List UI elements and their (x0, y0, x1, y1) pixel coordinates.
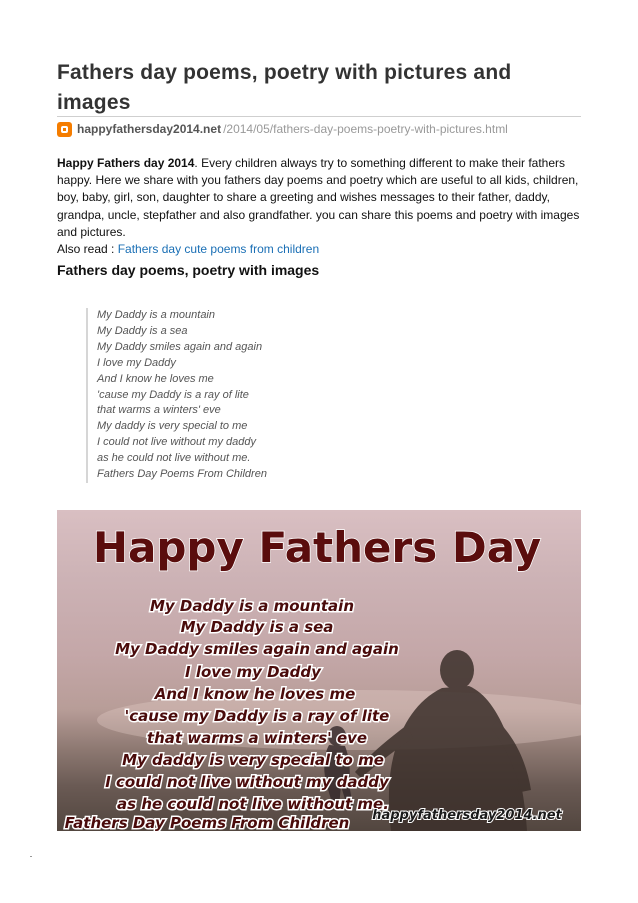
poem-line: 'cause my Daddy is a ray of lite (97, 388, 249, 401)
footer-mark (30, 856, 32, 857)
poem-line: My daddy is very special to me (97, 420, 248, 433)
banner-line: My Daddy smiles again and again (115, 640, 399, 658)
poem-line: I could not live without my daddy (97, 436, 256, 449)
poem-line: My Daddy is a sea (97, 324, 188, 337)
title-divider (57, 116, 581, 117)
poem-line: And I know he loves me (97, 372, 214, 385)
blogger-icon (57, 122, 72, 137)
banner-line: My Daddy is a mountain (149, 597, 355, 615)
banner-line: And I know he loves me (154, 685, 356, 703)
poem-line: My Daddy smiles again and again (97, 340, 263, 353)
poem-line: as he could not live without me. (97, 452, 251, 465)
poem-line: that warms a winters' eve (97, 404, 221, 417)
banner-line: that warms a winters' eve (146, 729, 368, 747)
banner-line: I could not live without my daddy (105, 773, 389, 791)
poem-blockquote (86, 308, 397, 483)
also-read-label: Also read : (57, 242, 118, 257)
intro-bold: Happy Fathers day 2014 (57, 156, 195, 170)
section-heading: Fathers day poems, poetry with images (57, 262, 320, 278)
banner-line: I love my Daddy (185, 663, 321, 681)
page-title: Fathers day poems, poetry with pictures and images (57, 61, 512, 114)
banner-watermark: happyfathersday2014.net (372, 808, 562, 823)
banner-graphic (57, 510, 581, 831)
intro-text: . Every children always try to something different to make their fathers happy. Here we share with you fathers day poems and poetry which are useful to all kids, children, boy, baby, girl, son, daughter to share a greeting and wishes messages to their father, daddy, grandpa, uncle, stepfather and also grandfather. you can share this poems and poetry with images and pictures. (57, 156, 580, 239)
poem-line: Fathers Day Poems From Children (97, 468, 267, 481)
poem-line: My Daddy is a mountain (97, 309, 215, 321)
banner-line: 'cause my Daddy is a ray of lite (124, 707, 390, 725)
banner-line: My Daddy is a sea (180, 618, 334, 636)
banner-line: My daddy is very special to me (122, 751, 384, 769)
poem-line: I love my Daddy (97, 356, 176, 369)
fathers-day-poem-image (57, 510, 581, 831)
banner-line: Fathers Day Poems From Children (64, 814, 350, 831)
banner-heading: Happy Fathers Day (92, 523, 542, 572)
banner-line: as he could not live without me. (117, 795, 389, 813)
source-line (57, 121, 508, 137)
intro-paragraph (57, 155, 581, 258)
also-read-link[interactable]: Fathers day cute poems from children (117, 242, 320, 257)
source-path[interactable]: /2014/05/fathers-day-poems-poetry-with-pictures.html (223, 122, 508, 136)
source-domain[interactable]: happyfathersday2014.net (77, 122, 222, 136)
